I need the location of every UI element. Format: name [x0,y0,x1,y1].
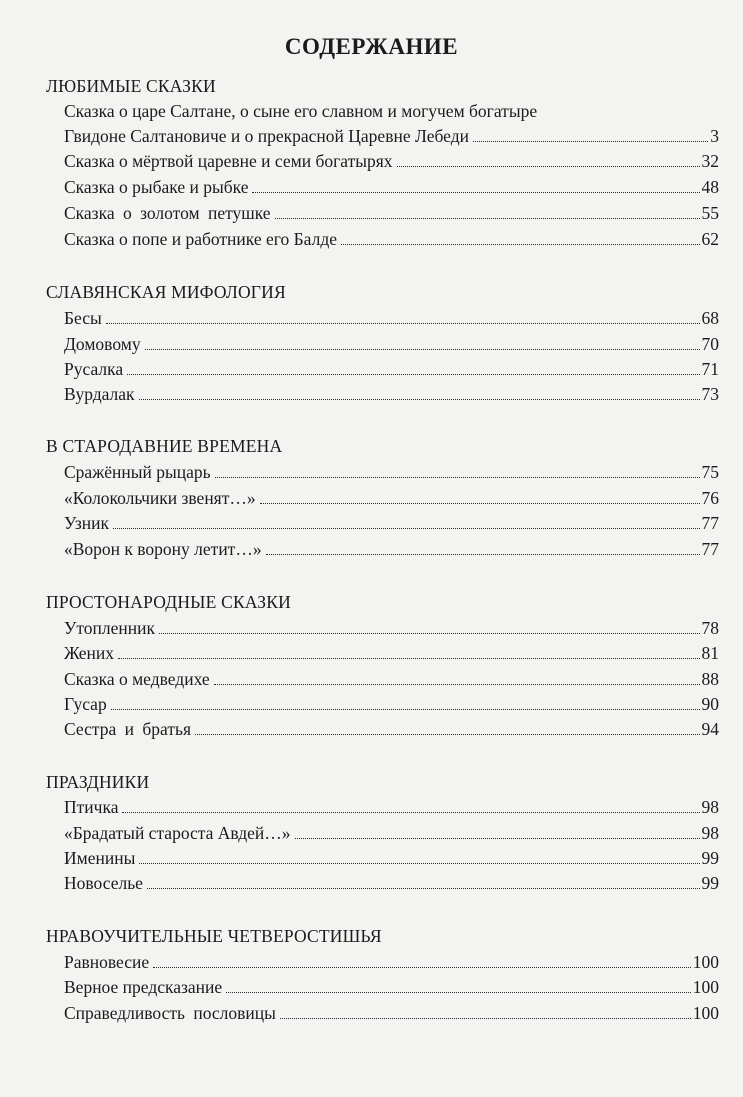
dot-leader [252,192,699,193]
section-title: ПРОСТОНАРОДНЫЕ СКАЗКИ [46,592,291,612]
toc-entry-page: 32 [701,151,719,171]
toc-entry-page: 76 [701,488,719,508]
dot-leader [147,888,700,889]
toc-entry-page: 100 [692,977,719,997]
toc-entry-page: 71 [701,359,719,379]
toc-entry [64,952,719,976]
toc-entry-page: 100 [692,952,719,972]
toc-entry-page: 94 [701,719,719,739]
toc-entry-title: Сказка о мёртвой царевне и семи богатырях [64,151,393,171]
section-title: В СТАРОДАВНИЕ ВРЕМЕНА [46,436,283,456]
dot-leader [341,244,700,245]
toc-entry-page: 98 [701,797,719,817]
toc-entry-title: Гусар [64,694,107,714]
toc-entry-title: Домовому [64,334,141,354]
toc-entry-page: 48 [701,177,719,197]
toc-entry-title: «Колокольчики звенят…» [64,488,256,508]
dot-leader [113,528,700,529]
toc-entry-title: Узник [64,513,109,533]
dot-leader [215,477,700,478]
toc-entry-page: 55 [701,203,719,223]
dot-leader [122,812,699,813]
dot-leader [139,863,699,864]
toc-entry-page: 70 [701,334,719,354]
toc-entry-title: Справедливость пословицы [64,1003,276,1023]
toc-entry-first-line: Сказка о царе Салтане, о сыне его славном и могучем богатыре [64,101,538,121]
toc-entry [64,151,719,175]
dot-leader [397,166,700,167]
toc-entry [64,873,719,897]
toc-entry-page: 88 [701,669,719,689]
dot-leader [195,734,700,735]
section-title: НРАВОУЧИТЕЛЬНЫЕ ЧЕТВЕРОСТИШЬЯ [46,926,382,946]
toc-entry-page: 99 [701,873,719,893]
dot-leader [118,658,699,659]
dot-leader [159,633,699,634]
toc-entry-page: 98 [701,823,719,843]
toc-entry-page: 75 [701,462,719,482]
dot-leader [266,554,700,555]
toc-entry [64,848,719,872]
section-title: СЛАВЯНСКАЯ МИФОЛОГИЯ [46,282,286,302]
toc-entry-page: 3 [710,126,719,146]
toc-entry [64,308,719,332]
toc-entry [64,126,719,150]
toc-entry-title: Сказка о золотом петушке [64,203,271,223]
toc-entry-title: Птичка [64,797,119,817]
toc-entry [64,513,719,537]
dot-leader [127,374,699,375]
toc-entry-title: Сказка о медведихе [64,669,210,689]
toc-entry-page: 62 [701,229,719,249]
toc-entry [64,359,719,383]
section-title: ЛЮБИМЫЕ СКАЗКИ [46,76,216,96]
toc-entry [64,384,719,408]
toc-entry-title: Утопленник [64,618,156,638]
toc-entry-title: Новоселье [64,873,143,893]
toc-entry [64,229,719,253]
toc-entry [64,618,719,642]
toc-entry [64,334,719,358]
dot-leader [153,967,691,968]
toc-entry-title: Сестра и братья [64,719,191,739]
toc-entry-title: Гвидоне Салтановиче и о прекрасной Царевне Лебеди [64,126,469,146]
toc-entry-title: Сказка о попе и работнике его Балде [64,229,337,249]
toc-entry [64,719,719,743]
toc-entry-title: Вурдалак [64,384,135,404]
toc-entry-title: Верное предсказание [64,977,223,997]
toc-entry [64,203,719,227]
toc-entry [64,669,719,693]
dot-leader [295,838,700,839]
toc-entry-page: 90 [701,694,719,714]
toc-entry-page: 77 [701,539,719,559]
page-title: СОДЕРЖАНИЕ [284,34,459,59]
toc-entry-title: Равновесие [64,952,150,972]
toc-entry-title: Русалка [64,359,124,379]
toc-entry-title: Жених [64,643,115,663]
dot-leader [275,218,700,219]
toc-entry-page: 99 [701,848,719,868]
toc-entry-page: 68 [701,308,719,328]
toc-entry [64,177,719,201]
toc-entry-title: «Брадатый староста Авдей…» [64,823,291,843]
dot-leader [145,349,700,350]
dot-leader [111,709,700,710]
toc-entry-page: 78 [701,618,719,638]
toc-entry [64,488,719,512]
dot-leader [139,399,700,400]
toc-entry-page: 73 [701,384,719,404]
dot-leader [280,1018,691,1019]
toc-entry-page: 77 [701,513,719,533]
toc-entry-title: «Ворон к ворону летит…» [64,539,262,559]
toc-entry-title: Именины [64,848,136,868]
toc-entry-page: 81 [701,643,719,663]
toc-entry-title: Сказка о рыбаке и рыбке [64,177,249,197]
toc-entry [64,643,719,667]
dot-leader [214,684,700,685]
toc-entry [64,977,719,1001]
toc-entry [64,539,719,563]
section-title: ПРАЗДНИКИ [46,772,150,792]
toc-entry-page: 100 [692,1003,719,1023]
toc-entry [64,694,719,718]
toc-entry-title: Сражённый рыцарь [64,462,211,482]
toc-entry [64,823,719,847]
toc-entry-title: Бесы [64,308,102,328]
toc-entry [64,1003,719,1027]
dot-leader [106,323,700,324]
dot-leader [260,503,700,504]
toc-entry [64,462,719,486]
dot-leader [226,992,691,993]
dot-leader [473,141,708,142]
toc-entry [64,797,719,821]
